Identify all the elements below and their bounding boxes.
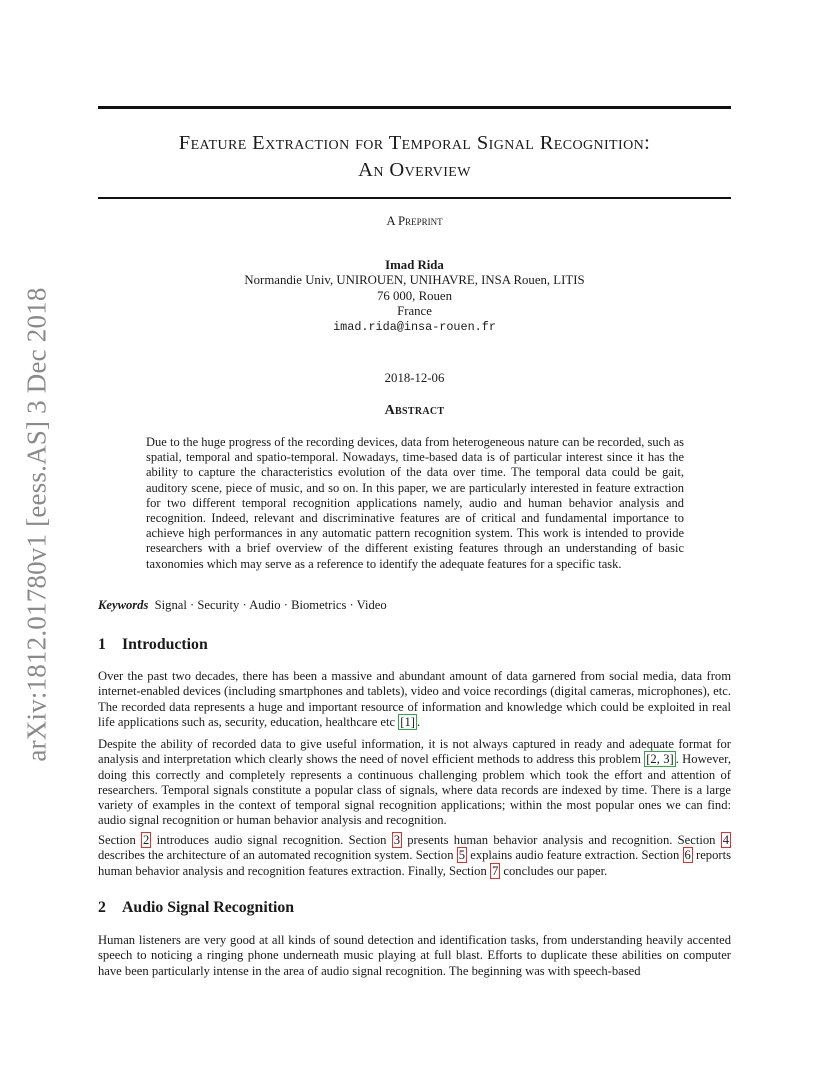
p3-text-b: introduces audio signal recognition. Section [151, 833, 392, 847]
arxiv-id-text: arXiv:1812.01780v1 [eess.AS] 3 Dec 2018 [21, 286, 52, 762]
intro-paragraph-2 [98, 737, 731, 829]
p3-text-g: concludes our paper. [500, 863, 608, 878]
author-country: France [397, 304, 432, 319]
preprint-label: A Preprint [386, 214, 443, 228]
section-2-number: 2 [98, 899, 106, 916]
intro-paragraph-1 [98, 669, 731, 730]
title-bottom-rule [98, 197, 731, 199]
keywords-line [98, 598, 387, 613]
author-city: 76 000, Rouen [376, 288, 452, 303]
section-1-title: Introduction [122, 636, 208, 653]
p3-text-d: describes the architecture of an automated recognition system. Section [98, 848, 457, 863]
section-ref-4[interactable]: 4 [722, 833, 729, 847]
intro-p1-text: Over the past two decades, there has been a massive and abundant amount of data garnered from social media, data from internet-enabled devices (including smartphones and tablets), video and voice recordings (digital cameras, microphones), etc. The recorded data represents a huge and important resource of information and knowledge which could be exploited in real life applications such as, security, education, healthcare etc [98, 669, 731, 729]
audio-paragraph-1: Human listeners are very good at all kinds of sound detection and identification tasks, from understanding heavily accented speech to noticing a ringing phone underneath music playing at full blast. Efforts to duplicate these abilities on computer have been particularly intense in the area of audio signal recognition. The beginning was with speech-based [98, 933, 731, 978]
paper-date: 2018-12-06 [384, 371, 445, 385]
title-top-rule [98, 106, 731, 109]
section-ref-5[interactable]: 5 [458, 848, 466, 863]
abstract-heading: Abstract [384, 403, 445, 418]
citation-link-1[interactable]: [1] [400, 714, 415, 729]
p3-text-c: presents human behavior analysis and recognition. Section [402, 833, 721, 847]
intro-p2-text: Despite the ability of recorded data to give useful information, it is not always captured in ready and adequate format for analysis and interpretation which clearly shows the need of novel efficient methods to address this problem [98, 737, 731, 767]
p3-text-f: reports human behavior analysis and recognition features extraction. Finally, Section [98, 848, 731, 878]
intro-paragraph-3 [98, 833, 731, 879]
p3-text-a: Section [98, 833, 142, 847]
title-line-2: An Overview [358, 159, 471, 181]
author-affiliation: Normandie Univ, UNIROUEN, UNIHAVRE, INSA Rouen, LITIS [244, 273, 585, 288]
section-2-heading [98, 899, 294, 917]
keywords-label: Keywords [98, 598, 149, 612]
abstract-body: Due to the huge progress of the recording devices, data from heterogeneous nature can be recorded, such as spatial, temporal and spatio-temporal. Nowadays, time-based data is of particular interest since it has the ability to capture the characteristics evolution of the data over time. The temporal data could be gait, auditory scene, piece of music, and so on. In this paper, we are particularly interested in feature extraction for two different temporal recognition applications namely, audio and human behavior analysis and recognition. Indeed, relevant and discriminative features are of critical and fundamental importance to achieve high performances in any automatic pattern recognition system. This work is intended to provide researchers with a brief overview of the different existing features through an understanding of basic taxonomies which may serve as a reference to identify the adequate features for a specific task. [146, 435, 684, 571]
section-ref-6[interactable]: 6 [684, 848, 691, 863]
section-1-heading [98, 636, 208, 654]
citation-link-2-3[interactable]: [2, 3] [646, 752, 674, 767]
section-ref-2[interactable]: 2 [143, 833, 150, 847]
arxiv-side-stamp [22, 284, 52, 764]
section-1-number: 1 [98, 636, 106, 653]
paper-title [98, 130, 731, 184]
section-ref-3[interactable]: 3 [393, 833, 400, 847]
author-name: Imad Rida [385, 258, 444, 272]
keywords-list: Signal · Security · Audio · Biometrics · Video [154, 598, 387, 612]
section-2-title: Audio Signal Recognition [122, 899, 295, 916]
p3-text-e: explains audio feature extraction. Section [467, 848, 683, 863]
author-email: imad.rida@insa-rouen.fr [333, 319, 496, 334]
intro-p2-rest: . However, doing this correctly and completely represents a continuous challenging problem which took the effort and attention of researchers. Temporal signals constitute a popular class of signals, where data records are indexed by time. There is a large variety of examples in the context of temporal signal recognition applications; within the most popular ones we can find: audio signal recognition or human behavior analysis and recognition. [98, 752, 731, 828]
section-ref-7[interactable]: 7 [491, 863, 499, 878]
intro-p1-end: . [416, 714, 421, 729]
title-line-1: Feature Extraction for Temporal Signal Recognition: [178, 132, 651, 154]
author-block [98, 258, 731, 335]
